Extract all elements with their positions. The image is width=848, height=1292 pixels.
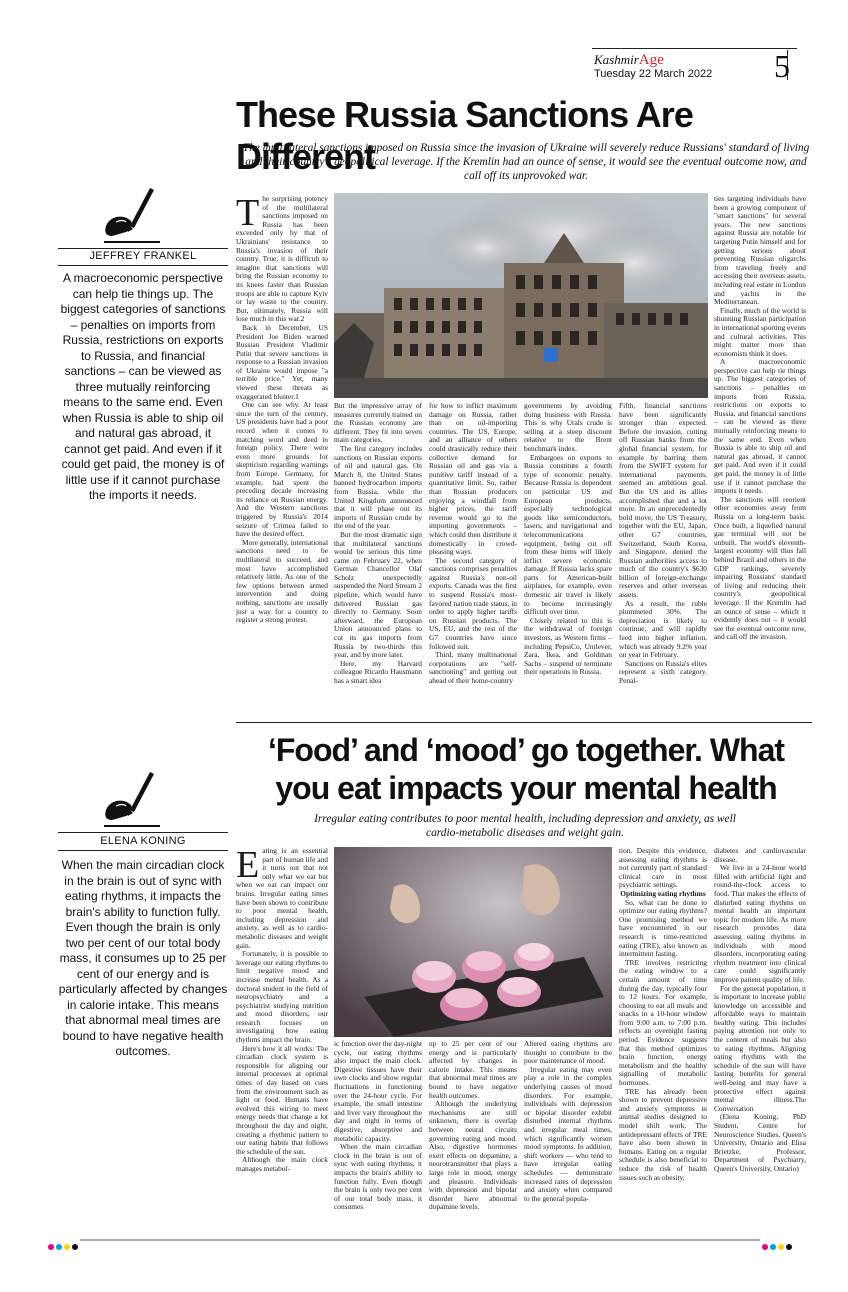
masthead-date: Tuesday 22 March 2022	[594, 68, 713, 80]
author-rule	[58, 850, 228, 851]
article2-standfirst: Irregular eating contributes to poor mental health, including depression and anxiety, as well cardio-metabolic diseases and weight gain.	[314, 813, 736, 839]
color-dot	[786, 1244, 792, 1250]
article1-col3	[429, 402, 517, 712]
article1-col4	[524, 402, 612, 712]
color-dot	[56, 1244, 62, 1250]
paragraph: tion. Despite this evidence, assessing eating rhythms is not currently part of standard clinical care in most psychiatric settings.	[619, 847, 707, 890]
paragraph: for how to inflict maximum damage on Russia, rather than on oil-importing countries. The US, Europe, and an alliance of others could drastically reduce their collective demand for Russian oil and gas via a punitive tariff instead of a quantitative limit. So, rather than Russian producers enjoying a windfall from higher prices, the tariff revenue would go to the importing governments – which could then distribute it domestically in crowd-pleasing ways.	[429, 402, 517, 557]
masthead-brand	[594, 51, 664, 69]
color-dot	[770, 1244, 776, 1250]
paragraph: Fortunately, it is possible to leverage our eating rhythms to limit negative mood and increase mental health. As a doctoral student in the field of neuropsychiatry and a psychiatrist studying nutrition and mood disorders, our research focuses on investigating how eating rhythms impact the brain.	[236, 949, 328, 1045]
paragraph: But the impressive array of measures currently trained on the Russian economy are different. They fit into seven main categories.	[334, 402, 422, 445]
article1-dropcap: T	[236, 195, 260, 234]
paragraph: Although the underlying mechanisms are still unknown, there is overlap between neural circuits governing eating and mood. Also, digestive hormones exert effects on dopamine, a neurotransmitter that plays a large role in mood, energy and pleasure. Individuals with depression and bipolar disorder have abnormal dopamine levels.	[429, 1099, 517, 1212]
article1-col2	[334, 402, 422, 712]
article1-col1	[236, 195, 328, 710]
article2-headline-line2: you eat impacts your mental health	[275, 770, 777, 806]
paragraph: Altered eating rhythms are thought to contribute to the poor maintenance of mood.	[524, 1040, 612, 1066]
paragraph: Although the main clock manages metabol-	[236, 1155, 328, 1173]
subheading: Optimizing eating rhythms	[620, 888, 706, 898]
paragraph: One can see why. At least since the turn of the century, US presidents have had a poor record when it comes to matching word and deed in foreign policy. There were even more grounds for skepticism regarding warnings from Europe. Germany, for example, had spent the preceding decade increasing its reliance on Russian energy. And the Western sanctions triggered by Russia's 2014 seizure of Crimea failed to have the desired effect.	[236, 400, 328, 539]
paragraph: Finally, much of the world is shunning Russian participation in international sporting events and cultural activities. This might matter more than economists think it does.	[714, 305, 806, 358]
paragraph: We live in a 24-hour world filled with artificial light and round-the-clock access to food. That makes the effects of disturbed eating rhythms on mental health an important topic for modern life. As more research provides data assessing eating rhythms in individuals with mood disorders, incorporating eating rhythm treatment into clinical care could significantly improve patient quality of life.	[714, 863, 806, 984]
author-rule	[58, 248, 228, 249]
article2-col1	[236, 847, 328, 1227]
paragraph: But the most dramatic sign that multilateral sanctions would be serious this time came on February 22, when German Chancellor Olaf Scholz unexpectedly suspended the Nord Stream 2 pipeline, which would have delivered Russian gas directly to Germany. Soon afterward, the European Union announced plans to cut its gas imports from Russia by two-thirds this year, and by more later.	[334, 529, 422, 660]
paragraph: Irregular eating may even play a role in the complex underlying causes of mood disorders. For example, individuals with depression or bipolar disorder exhibit disturbed internal rhythms and irregular meal times, which significantly worsen mood symptoms. In addition, shift workers — who tend to have irregular eating schedules — demonstrate increased rates of depression and anxiety when compared to the general popula-	[524, 1064, 612, 1203]
article1-photo	[334, 193, 708, 398]
page-number: 5	[774, 48, 790, 84]
paragraph: So, what can be done to optimize our eating rhythms? One promising method we have encountered in our research is time-restricted eating (TRE), also known as intermittent fasting.	[619, 897, 707, 959]
article2-dropcap: E	[236, 847, 260, 886]
article1-author: JEFFREY FRANKEL	[89, 250, 197, 262]
author-rule	[58, 832, 228, 833]
paragraph: The second category of sanctions comprises penalties against Russia's non-oil exports. Canada was the first to suspend Russia's most-favored nation trade status, in order to apply higher tariffs on Russian products. The US, EU, and the rest of the G7 countries have since followed suit.	[429, 555, 517, 651]
masthead-divider-top	[592, 48, 797, 49]
article-divider	[236, 722, 812, 723]
article2-col4	[524, 1040, 612, 1230]
paragraph: Sanctions on Russia's elites represent a sixth category. Penal-	[619, 658, 707, 685]
paragraph: he surprising potency of the multilateral sanctions imposed on Russia has been exceeded only by that of Ukrainians' resistance to Russia's invasion of their country. True, it is difficult to imagine that sanctions will bring the Russian economy to its knees faster than Russian troops are able to capture Kyiv or lay waste to the country. But, ultimately, Russia will lose much in this war.2	[236, 195, 328, 324]
article2-photo	[334, 847, 612, 1037]
paragraph: TRE has already been shown to prevent depressive and anxiety symptoms in animal studies designed to model shift work. The antidepressant effects of TRE have also been shown in humans. Eating on a regular schedule is also beneficial to reduce the risk of health issues such as obesity,	[619, 1086, 707, 1182]
pen-icon	[100, 770, 170, 828]
paragraph: The sanctions will reorient other economies away from Russia on a long-term basis. Once built, a liquefied natural gas terminal will not be unbuilt. The world's eleventh-largest economy will thus fall behind Brazil and others in the GDP rankings, severely impairing Russians' standard of living and reducing their country's geopolitical leverage. If the Kremlin had an ounce of sense – which it evidently does not – it would see the eventual outcome now, and call off the invasion.	[714, 494, 806, 642]
paragraph: A macroeconomic perspective can help tie things up. The biggest categories of sanctions – penalties on imports from Russia, restrictions on exports to Russia, and financial sanctions – can be viewed as three mutually reinforcing means to the same end. Even when Russia is able to ship oil and natural gas abroad, it cannot get paid. And even if it could get paid, the money is of little use if it cannot purchase the imports it needs.	[714, 357, 806, 496]
pen-icon	[100, 186, 170, 244]
paragraph: Here's how it all works: The circadian clock system is responsible for aligning our internal processes at optimal times of day based on cues from the environment such as light or food. Humans have evolved this wiring to meet energy needs that change a lot throughout the day and night, creating a rhythmic pattern to our eating habits that follows the schedule of the sun.	[236, 1043, 328, 1156]
article2-col3	[429, 1040, 517, 1230]
footer-dots-left	[48, 1237, 80, 1255]
paragraph: Third, many multinational corporations are "self-sanctioning" and getting out ahead of their home-country	[429, 650, 517, 685]
article2-headline-line1: ‘Food’ and ‘mood’ go together. What	[267, 732, 785, 768]
article1-standfirst: The multilateral sanctions imposed on Russia since the invasion of Ukraine will severely reduce Russians' standard of living and their country's geopolitical leverage. If the Kremlin had an ounce of sense, it would see the eventual outcome now, and call off its unprovoked war.	[242, 142, 810, 182]
paragraph: More generally, international sanctions need to be multilateral to succeed, and most have accomplished relatively little. As one of the few options between armed intervention and doing nothing, sanctions are usually just a way for a country to register a strong protest.	[236, 537, 328, 625]
paragraph: As a result, the ruble plummeted 30%. The depreciation is likely to continue, and will rapidly feed into higher inflation, which was already 9.2% year on year in February.	[619, 598, 707, 660]
paragraph: diabetes and cardiovascular disease.	[714, 847, 806, 864]
footer-rule	[80, 1239, 760, 1241]
author-rule	[58, 265, 228, 266]
article2-col5	[619, 847, 707, 1230]
paragraph: governments by avoiding doing business with Russia. This is why Urals crude is selling at a steep discount relative to the Brent benchmark index.	[524, 402, 612, 453]
brand-kashmir: Kashmir	[594, 52, 639, 67]
color-dot	[48, 1244, 54, 1250]
color-dot	[762, 1244, 768, 1250]
article2-col6	[714, 847, 806, 1230]
paragraph: TRE involves restricting the eating window to a certain amount of time during the day, typically four to 12 hours. For example, choosing to eat all meals and snacks in a 10-hour window from 9:00 a.m. to 7:00 p.m. reflects an overnight fasting period. Evidence suggests that this method optimizes brain function, energy metabolism and the healthy signalling of metabolic hormones.	[619, 957, 707, 1088]
paragraph: ic function over the day-night cycle, our eating rhythms also impact the main clock. Digestive tissues have their own clocks and show regular fluctuations in functioning over the 24-hour cycle. For example, the small intestine and liver vary throughout the day and night in terms of digestive, absorptive and metabolic capacity.	[334, 1040, 422, 1143]
article1-pullquote: A macroeconomic perspective can help tie things up. The biggest categories of sanctions – penalties on imports from Russia, restrictions on exports to Russia, and financial sanctions – can be viewed as three mutually reinforcing means to the same end. Even when Russia is able to ship oil and natural gas abroad, it cannot get paid. And even if it could get paid, the money is of little use if it cannot purchase the imports it needs.	[60, 271, 226, 502]
article2-pullquote: When the main circadian clock in the brain is out of sync with eating rhythms, it impacts the brain's ability to function fully. Even though the brain is only two per cent of our total body mass, it consumes up to 25 per cent of our energy and is particularly affected by changes in calorie intake. This means that abnormal meal times are bound to have negative health outcomes.	[58, 858, 228, 1058]
paragraph: ties targeting individuals have been a growing component of "smart sanctions" for several years. The new sanctions against Russia are notable for targeting Putin himself and for getting serious about preventing Russian oligarchs from traveling freely and accessing their overseas assets, including real estate in London and yachts in the Mediterranean.	[714, 195, 806, 307]
article1-col5	[619, 402, 707, 712]
footer-dots-right	[762, 1237, 794, 1255]
paragraph: Embargoes on exports to Russia constitute a fourth type of economic penalty. Because Russia is dependent on particular US and European products, especially technological goods like semiconductors, lasers, and navigational and telecommunications equipment, being cut off from these items will likely inflict severe economic damage. If Russia lacks spare parts for American-built airplanes, for example, even domestic air travel is likely to become increasingly difficult over time.	[524, 452, 612, 617]
paragraph: (Elena Koning, PhD Student, Centre for Neuroscience Studies, Queen's University, Ontario and Elisa Brietzke, Professor, Department of Psychiatry, Queen's University, Ontario)	[714, 1112, 806, 1173]
color-dot	[64, 1244, 70, 1250]
color-dot	[778, 1244, 784, 1250]
paragraph: The first category includes sanctions on Russian exports of oil and natural gas. On March 8, the United States banned hydrocarbon imports from Russia, while the United Kingdom announced that it will phase out its imports of Russian crude by the end of the year.	[334, 443, 422, 531]
masthead	[592, 48, 812, 82]
article1-headline: These Russia Sanctions Are Different	[236, 94, 693, 177]
paragraph: Back in December, US President Joe Biden warned Russian President Vladimir Putin that severe sanctions in response to a Russian invasion of Ukraine would impose "a terrible price." Yet, many viewed these threats as exaggerated bluster.1	[236, 322, 328, 401]
article2-author: ELENA KONING	[100, 835, 186, 847]
paragraph: Fifth, financial sanctions have been significantly stronger than expected. Before the invasion, cutting off Russian banks from the global financial system, for example by barring them from the SWIFT system for international payments, seemed an ambitious goal. But the US and its allies accomplished that and a lot more. In an unprecedentedly bold move, the US Treasury, together with the EU, Japan, other G7 countries, Switzerland, South Korea, and Singapore, denied the Russian authorities access to much of the country's $630 billion of foreign-exchange reserves and other overseas assets.	[619, 402, 707, 600]
article1-col6	[714, 195, 806, 712]
paragraph: ating is an essential part of human life and it turns out that not only what we eat but when we eat can impact our brains. Irregular eating times have been shown to contribute to poor mental health, including depression and anxiety, as well as to cardio-metabolic diseases and weight gain.	[236, 847, 328, 950]
paragraph: up to 25 per cent of our energy and is particularly affected by changes in calorie intake. This means that abnormal meal times are bound to have negative health outcomes.	[429, 1040, 517, 1100]
paragraph: For the general population, it is important to increase public knowledge on accessible and affordable ways to maintain healthy eating. This includes paying attention not only to the content of meals but also to eating rhythms. Aligning eating rhythms with the schedule of the sun will have lasting benefits for general well-being and may have a protective effect against mental illness.The Conversation	[714, 983, 806, 1113]
paragraph: When the main circadian clock in the brain is out of sync with eating rhythms, it impacts the brain's ability to function fully. Even though the brain is only two per cent of our total body mass, it consumes	[334, 1142, 422, 1212]
article2-col2	[334, 1040, 422, 1230]
brand-age: Age	[638, 52, 664, 68]
color-dot	[72, 1244, 78, 1250]
paragraph: Closely related to this is the withdrawal of foreign investors, as Western firms – including PepsiCo, Unilever, Zara, Ikea, and Goldman Sachs – suspend or terminate their operations in Russia.	[524, 615, 612, 677]
paragraph: Here, my Harvard colleague Ricardo Hausmann has a smart idea	[334, 658, 422, 685]
